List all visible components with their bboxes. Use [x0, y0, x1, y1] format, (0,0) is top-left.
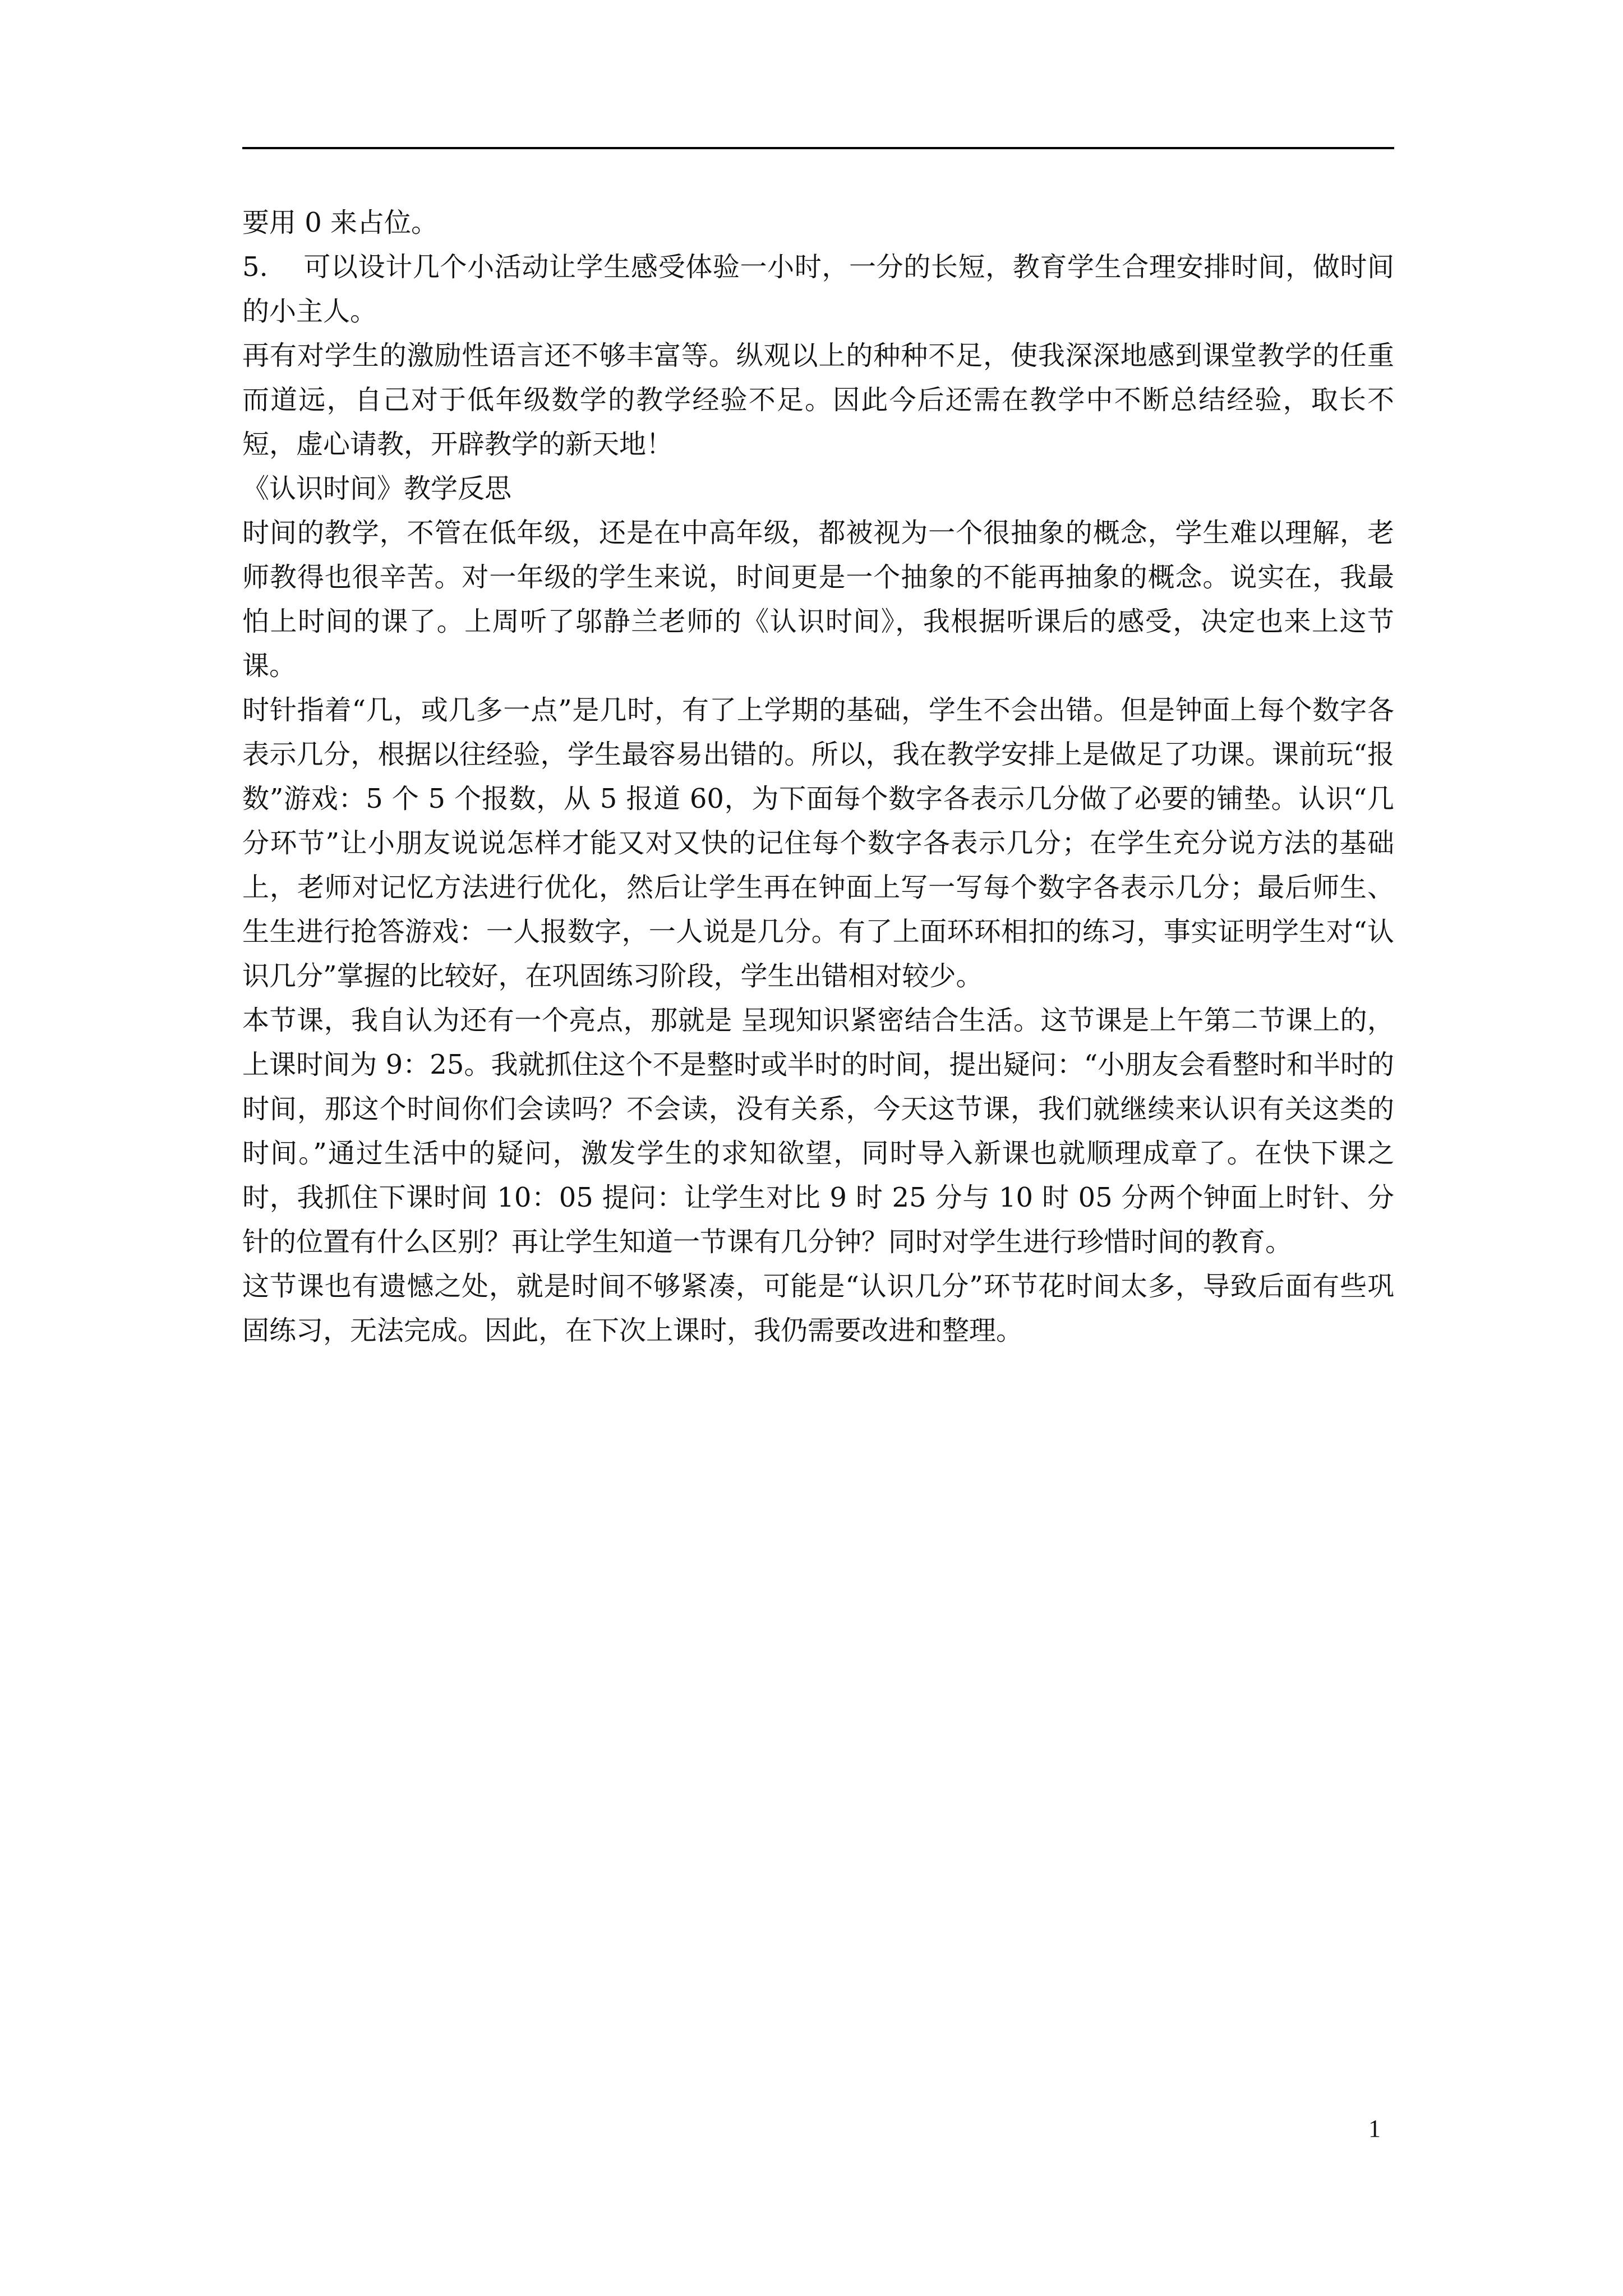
paragraph-shortcomings: 再有对学生的激励性语言还不够丰富等。纵观以上的种种不足，使我深深地感到课堂教学的任重而道远，自己对于低年级数学的教学经验不足。因此今后还需在教学中不断总结经验，取长不短，虚心请教，开辟教学的新天地！ — [242, 340, 1394, 460]
paragraph-zero-placeholder: 要用 0 来占位。 — [242, 207, 439, 238]
paragraph-item-5: 5. 可以设计几个小活动让学生感受体验一小时，一分的长短，教育学生合理安排时间，做时间的小主人。 — [242, 251, 1394, 327]
paragraph-clock-minutes: 时针指着“几，或几多一点”是几时，有了上学期的基础，学生不会出错。但是钟面上每个数字各表示几分，根据以往经验，学生最容易出错的。所以，我在教学安排上是做足了功课。课前玩“报数”游戏：5 个 5 个报数，从 5 报道 60，为下面每个数字各表示几分做了必要的铺垫。认识“几分环节”让小朋友说说怎样才能又对又快的记住每个数字各表示几分；在学生充分说方法的基础上，老师对记忆方法进行优化，然后让学生再在钟面上写一写每个数字各表示几分；最后师生、生生进行抢答游戏：一人报数字，一人说是几分。有了上面环环相扣的练习，事实证明学生对“认识几分”掌握的比较好，在巩固练习阶段，学生出错相对较少。 — [242, 694, 1394, 992]
paragraph-time-teaching: 时间的教学，不管在低年级，还是在中高年级，都被视为一个很抽象的概念，学生难以理解，老师教得也很辛苦。对一年级的学生来说，时间更是一个抽象的不能再抽象的概念。说实在，我最怕上时间的课了。上周听了邬静兰老师的《认识时间》，我根据听课后的感受，决定也来上这节课。 — [242, 517, 1394, 682]
page-number: 1 — [1368, 2115, 1381, 2142]
section-title: 《认识时间》教学反思 — [242, 473, 512, 504]
paragraph-regret: 这节课也有遗憾之处，就是时间不够紧凑，可能是“认识几分”环节花时间太多，导致后面有些巩固练习，无法完成。因此，在下次上课时，我仍需要改进和整理。 — [242, 1271, 1394, 1346]
document-body — [242, 201, 1394, 1353]
header-rule — [242, 147, 1394, 149]
paragraph-highlight: 本节课，我自认为还有一个亮点，那就是 呈现知识紧密结合生活。这节课是上午第二节课上的，上课时间为 9：25。我就抓住这个不是整时或半时的时间，提出疑问：“小朋友会看整时和半时的时间，那这个时间你们会读吗？不会读，没有关系，今天这节课，我们就继续来认识有关这类的时间。”通过生活中的疑问，激发学生的求知欲望，同时导入新课也就顺理成章了。在快下课之时，我抓住下课时间 10：05 提问：让学生对比 9 时 25 分与 10 时 05 分两个钟面上时针、分针的位置有什么区别？再让学生知道一节课有几分钟？同时对学生进行珍惜时间的教育。 — [242, 1005, 1394, 1258]
